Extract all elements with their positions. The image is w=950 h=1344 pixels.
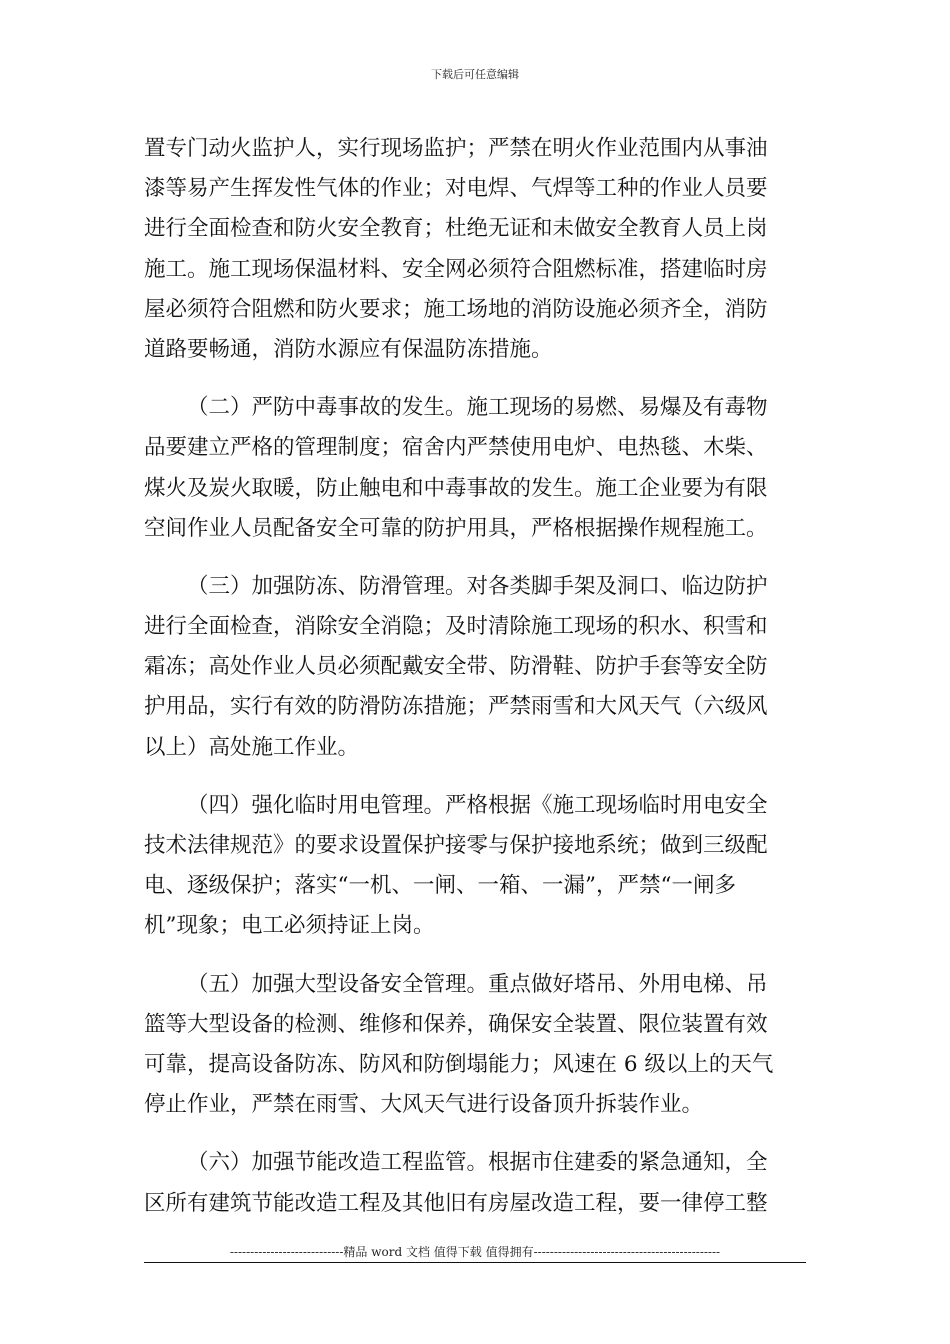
text-line: 以上）高处施工作业。 <box>144 734 360 760</box>
text-line: 电、逐级保护；落实“一机、一闸、一箱、一漏”，严禁“一闸多 <box>144 873 736 899</box>
text-line: 篮等大型设备的检测、维修和保养，确保安全装置、限位装置有效 <box>144 1011 768 1037</box>
text-line: 品要建立严格的管理制度；宿舍内严禁使用电炉、电热毯、木柴、 <box>144 435 768 461</box>
text-line: （五）加强大型设备安全管理。重点做好塔吊、外用电梯、吊 <box>187 971 768 997</box>
text-line: 道路要畅通，消防水源应有保温防冻措施。 <box>144 336 553 362</box>
text-line: （六）加强节能改造工程监管。根据市住建委的紧急通知，全 <box>187 1150 768 1176</box>
text-line: 屋必须符合阻燃和防火要求；施工场地的消防设施必须齐全，消防 <box>144 296 768 322</box>
text-line: 进行全面检查和防火安全教育；杜绝无证和未做安全教育人员上岗 <box>144 216 768 242</box>
paragraph <box>144 1143 800 1223</box>
text-line: 霜冻；高处作业人员必须配戴安全带、防滑鞋、防护手套等安全防 <box>144 654 768 680</box>
paragraph <box>144 786 800 947</box>
text-line: 可靠，提高设备防冻、防风和防倒塌能力；风速在 6 级以上的天气 <box>144 1051 774 1077</box>
page-footer: ----------------------------精品 word 文档 值得下载 值得拥有---------------------------------------------- <box>229 1245 721 1259</box>
document-body <box>144 129 800 1224</box>
paragraph <box>144 965 800 1126</box>
text-line: 进行全面检查，消除安全消隐；及时清除施工现场的积水、积雪和 <box>144 614 768 640</box>
footer-rule <box>144 1262 806 1263</box>
text-line: 停止作业，严禁在雨雪、大风天气进行设备顶升拆装作业。 <box>144 1092 704 1118</box>
text-line: 煤火及炭火取暖，防止触电和中毒事故的发生。施工企业要为有限 <box>144 475 768 501</box>
text-line: （二）严防中毒事故的发生。施工现场的易燃、易爆及有毒物 <box>187 395 768 421</box>
text-line: 机”现象；电工必须持证上岗。 <box>144 913 435 939</box>
text-line: 置专门动火监护人，实行现场监护；严禁在明火作业范围内从事油 <box>144 136 768 161</box>
text-line: （四）强化临时用电管理。严格根据《施工现场临时用电安全 <box>187 792 768 818</box>
paragraph <box>144 388 800 549</box>
paragraph <box>144 129 800 370</box>
paragraph <box>144 567 800 768</box>
text-line: 漆等易产生挥发性气体的作业；对电焊、气焊等工种的作业人员要 <box>144 176 768 202</box>
text-line: 区所有建筑节能改造工程及其他旧有房屋改造工程，要一律停工整 <box>144 1190 768 1216</box>
text-line: 护用品，实行有效的防滑防冻措施；严禁雨雪和大风天气（六级风 <box>144 694 768 720</box>
page-header: 下载后可任意编辑 <box>431 68 519 81</box>
text-line: 技术法律规范》的要求设置保护接零与保护接地系统；做到三级配 <box>144 833 768 858</box>
text-line: （三）加强防冻、防滑管理。对各类脚手架及洞口、临边防护 <box>187 573 768 599</box>
text-line: 空间作业人员配备安全可靠的防护用具，严格根据操作规程施工。 <box>144 515 768 541</box>
text-line: 施工。施工现场保温材料、安全网必须符合阻燃标准，搭建临时房 <box>144 256 768 282</box>
